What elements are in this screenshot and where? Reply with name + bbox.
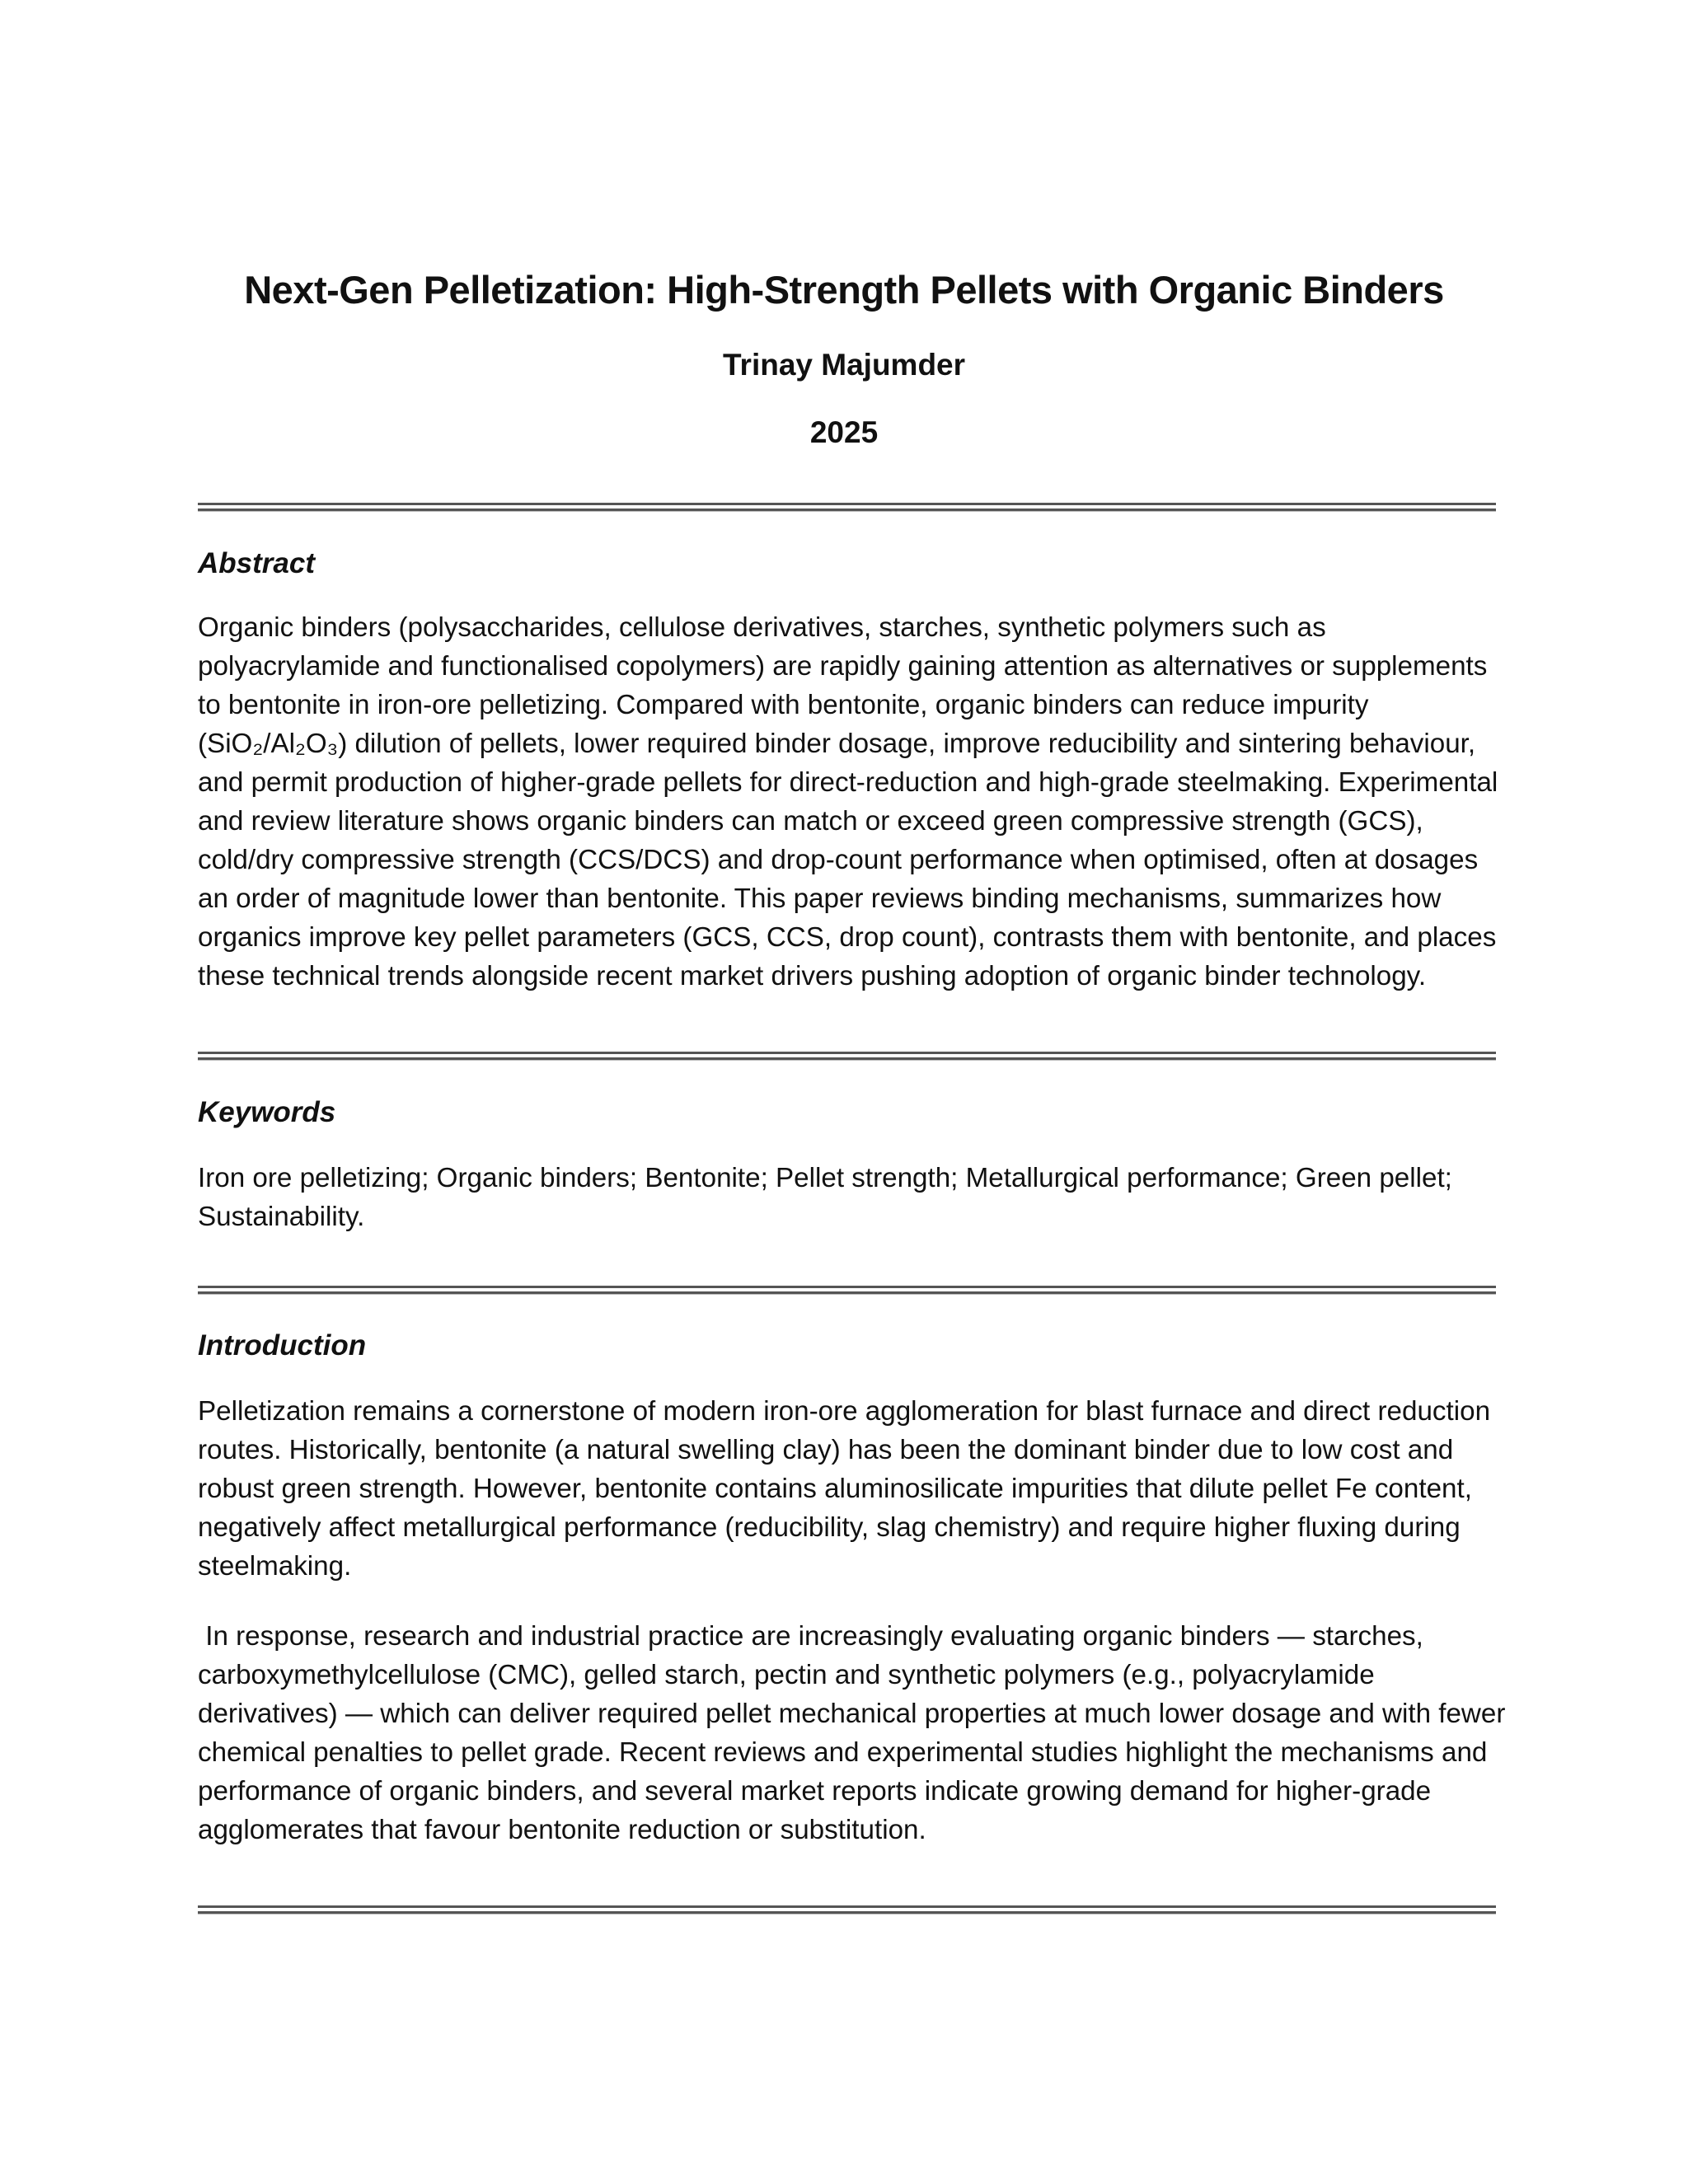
abstract-heading: Abstract — [198, 547, 315, 579]
section-divider — [198, 1286, 1496, 1294]
section-divider — [198, 1052, 1496, 1060]
section-divider — [198, 1905, 1496, 1914]
paper-year: 2025 — [809, 415, 879, 449]
abstract-body: Organic binders (polysaccharides, cellulose derivatives, starches, synthetic polymers such as polyacrylamide and functionalised copolymers) are rapidly gaining attention as alternatives or supplements to bentonite in iron-ore pelletizing. Compared with bentonite, organic binders can reduce impurity (SiO₂/Al₂O₃) dilution of pellets, lower required binder dosage, improve reducibility and sintering behaviour, and permit production of higher-grade pellets for direct-reduction and high-grade steelmaking. Experimental and review literature shows organic binders can match or exceed green compressive strength (GCS), cold/dry compressive strength (CCS/DCS) and drop-count performance when optimised, often at dosages an order of magnitude lower than bentonite. This paper reviews binding mechanisms, summarizes how organics improve key pellet parameters (GCS, CCS, drop count), contrasts them with bentonite, and places these technical trends alongside recent market drivers pushing adoption of organic binder technology. — [198, 612, 1498, 991]
paper-title: Next-Gen Pelletization: High-Strength Pellets with Organic Binders — [244, 268, 1444, 312]
introduction-heading: Introduction — [198, 1329, 367, 1361]
keywords-heading: Keywords — [198, 1096, 336, 1128]
paper-author: Trinay Majumder — [722, 348, 966, 382]
introduction-paragraph-2: In response, research and industrial practice are increasingly evaluating organic binders — starches, carboxymethylcellulose (CMC), gelled starch, pectin and synthetic polymers (e.g., polyacrylamide derivatives) — which can deliver required pellet mechanical properties at much lower dosage and with fewer chemical penalties to pellet grade. Recent reviews and experimental studies highlight the mechanisms and performance of organic binders, and several market reports indicate growing demand for higher-grade agglomerates that favour bentonite reduction or substitution. — [198, 1621, 1513, 1845]
introduction-paragraph-1: Pelletization remains a cornerstone of modern iron-ore agglomeration for blast furnace and direct reduction routes. Historically, bentonite (a natural swelling clay) has been the dominant binder due to low cost and robust green strength. However, bentonite contains aluminosilicate impurities that dilute pellet Fe content, negatively affect metallurgical performance (reducibility, slag chemistry) and require higher fluxing during steelmaking. — [198, 1396, 1491, 1582]
keywords-body: Iron ore pelletizing; Organic binders; Bentonite; Pellet strength; Metallurgical performance; Green pellet; Sustainability. — [198, 1163, 1452, 1232]
section-divider — [198, 503, 1496, 511]
